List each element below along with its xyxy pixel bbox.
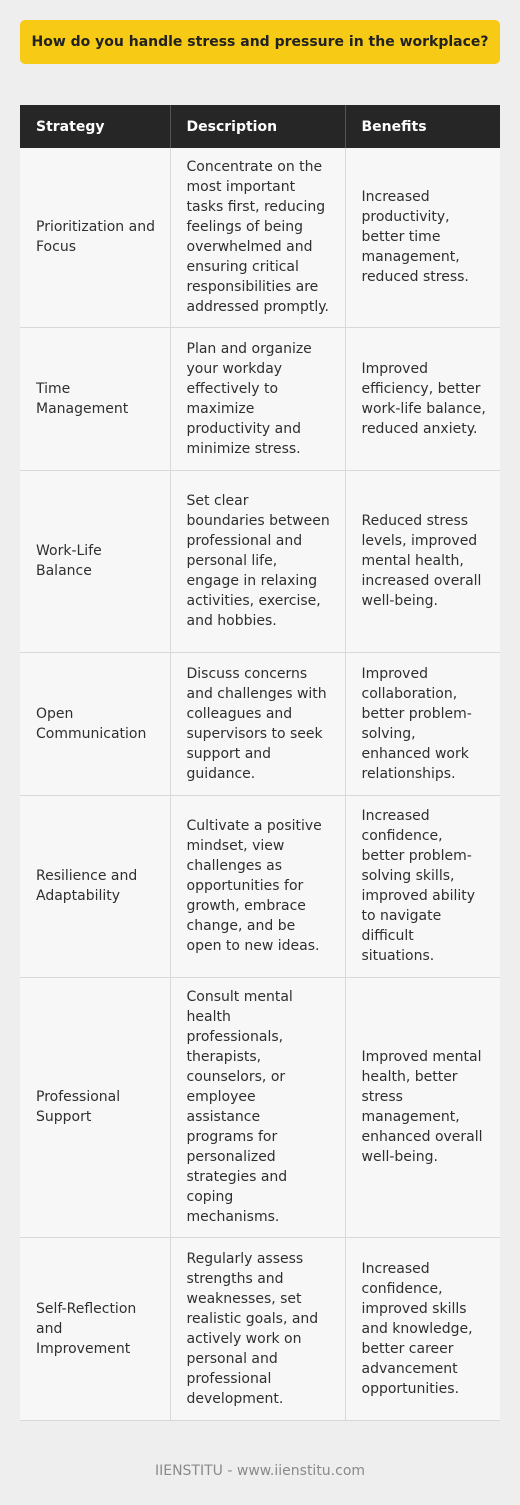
cell-strategy: Open Communication bbox=[20, 653, 170, 796]
cell-description: Concentrate on the most important tasks first, reducing feelings of being overwhelmed and ensuring critical responsibilities are addressed promptly. bbox=[170, 148, 345, 328]
cell-benefits: Improved efficiency, better work-life balance, reduced anxiety. bbox=[345, 328, 500, 471]
page-title: How do you handle stress and pressure in the workplace? bbox=[31, 34, 489, 50]
strategy-table-container bbox=[20, 105, 500, 1421]
cell-benefits: Increased confidence, improved skills and knowledge, better career advancement opportunities. bbox=[345, 1238, 500, 1421]
cell-strategy: Professional Support bbox=[20, 978, 170, 1238]
cell-description: Set clear boundaries between professional and personal life, engage in relaxing activities, exercise, and hobbies. bbox=[170, 471, 345, 653]
cell-benefits: Improved collaboration, better problem-solving, enhanced work relationships. bbox=[345, 653, 500, 796]
cell-strategy: Time Management bbox=[20, 328, 170, 471]
cell-benefits: Reduced stress levels, improved mental health, increased overall well-being. bbox=[345, 471, 500, 653]
title-banner bbox=[20, 20, 500, 64]
table-header bbox=[20, 105, 500, 148]
cell-description: Cultivate a positive mindset, view challenges as opportunities for growth, embrace change, and be open to new ideas. bbox=[170, 796, 345, 978]
header-strategy: Strategy bbox=[20, 105, 170, 148]
cell-benefits: Increased confidence, better problem-solving skills, improved ability to navigate difficult situations. bbox=[345, 796, 500, 978]
header-description: Description bbox=[170, 105, 345, 148]
cell-strategy: Prioritization and Focus bbox=[20, 148, 170, 328]
table-row bbox=[20, 148, 500, 328]
strategy-table bbox=[20, 105, 500, 1421]
cell-benefits: Increased productivity, better time management, reduced stress. bbox=[345, 148, 500, 328]
cell-description: Consult mental health professionals, therapists, counselors, or employee assistance programs for personalized strategies and coping mechanisms. bbox=[170, 978, 345, 1238]
header-benefits: Benefits bbox=[345, 105, 500, 148]
table-header-row bbox=[20, 105, 500, 148]
cell-benefits: Improved mental health, better stress management, enhanced overall well-being. bbox=[345, 978, 500, 1238]
table-row bbox=[20, 653, 500, 796]
footer-credit: IIENSTITU - www.iienstitu.com bbox=[154, 1463, 366, 1479]
table-row bbox=[20, 471, 500, 653]
cell-description: Discuss concerns and challenges with colleagues and supervisors to seek support and guidance. bbox=[170, 653, 345, 796]
table-body bbox=[20, 148, 500, 1421]
cell-description: Regularly assess strengths and weaknesses, set realistic goals, and actively work on personal and professional development. bbox=[170, 1238, 345, 1421]
cell-description: Plan and organize your workday effectively to maximize productivity and minimize stress. bbox=[170, 328, 345, 471]
table-row bbox=[20, 328, 500, 471]
table-row bbox=[20, 978, 500, 1238]
cell-strategy: Self-Reflection and Improvement bbox=[20, 1238, 170, 1421]
table-row bbox=[20, 796, 500, 978]
cell-strategy: Resilience and Adaptability bbox=[20, 796, 170, 978]
cell-strategy: Work-Life Balance bbox=[20, 471, 170, 653]
table-row bbox=[20, 1238, 500, 1421]
